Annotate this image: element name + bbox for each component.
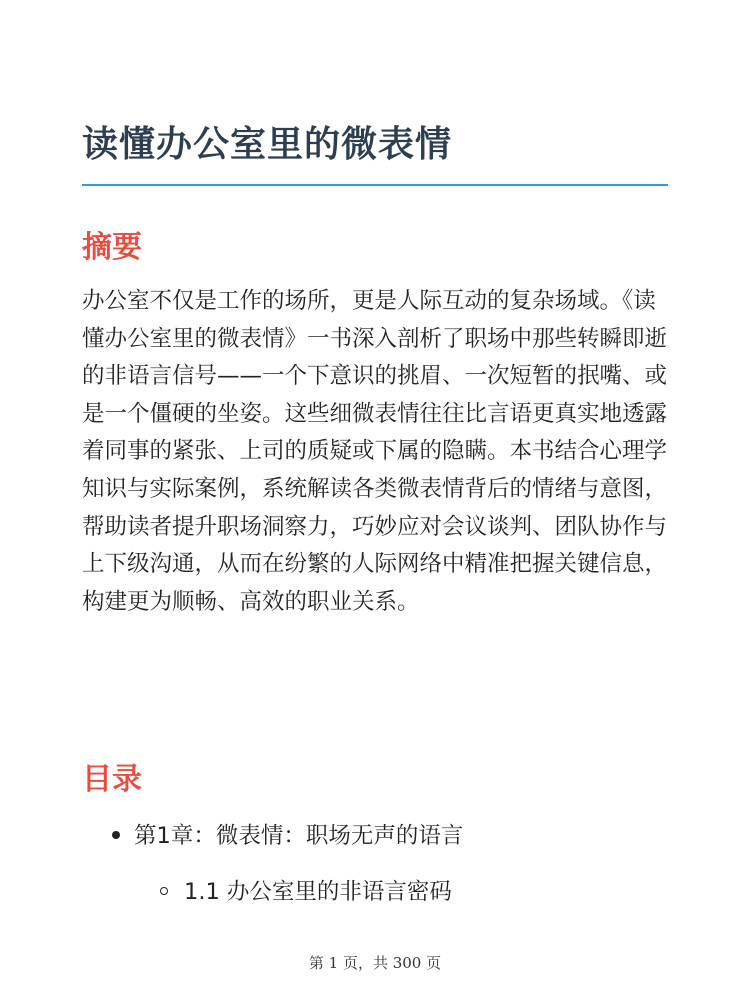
abstract-paragraph: 办公室不仅是工作的场所，更是人际互动的复杂场域。《读懂办公室里的微表情》一书深入剖析了职场中那些转瞬即逝的非语言信号——一个下意识的挑眉、一次短暂的抿嘴、或是一个僵硬的坐姿。这些细微表情往往比言语更真实地透露着同事的紧张、上司的质疑或下属的隐瞒。本书结合心理学知识与实际案例，系统解读各类微表情背后的情绪与意图，帮助读者提升职场洞察力，巧妙应对会议谈判、团队协作与上下级沟通，从而在纷繁的人际网络中精准把握关键信息，构建更为顺畅、高效的职业关系。: [82, 288, 668, 615]
toc-heading: 目录: [82, 762, 142, 797]
toc-item-label: 第1章：微表情：职场无声的语言: [134, 823, 464, 849]
bullet-disc-icon: [112, 831, 120, 839]
title-divider: [82, 184, 668, 186]
page-number-footer: 第 1 页，共 300 页: [308, 954, 442, 972]
toc-item-section-1-1[interactable]: [160, 874, 452, 906]
abstract-heading: 摘要: [82, 230, 142, 265]
toc-item-label: 1.1 办公室里的非语言密码: [184, 879, 452, 905]
toc-item-chapter-1[interactable]: [112, 818, 463, 850]
bullet-circle-icon: [160, 887, 168, 895]
document-title: 读懂办公室里的微表情: [82, 124, 453, 165]
